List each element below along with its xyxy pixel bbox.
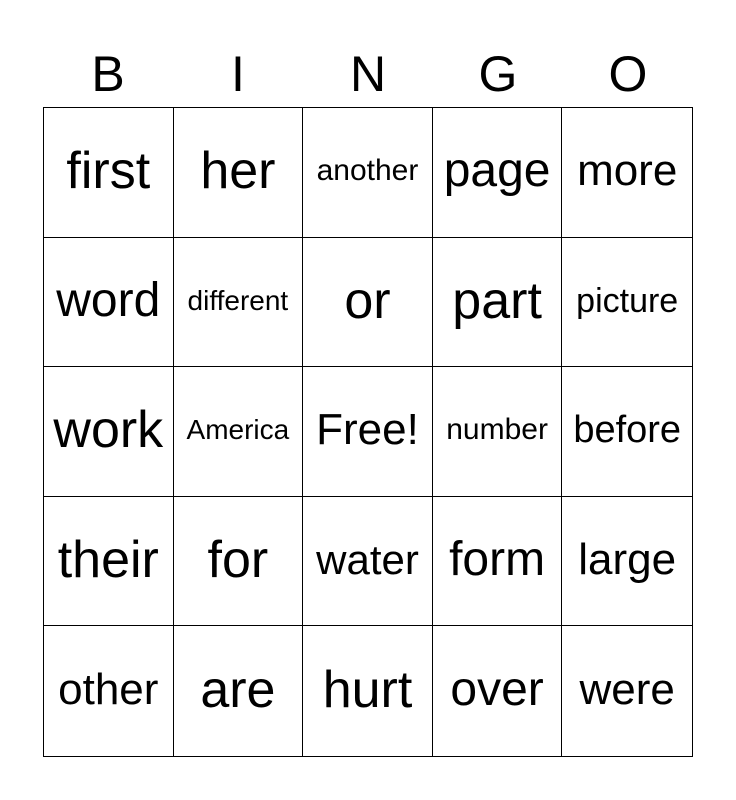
header-letter-o: O — [608, 46, 648, 102]
bingo-cell-r4-c1[interactable]: their — [44, 497, 174, 627]
bingo-board — [43, 107, 693, 757]
bingo-cell-r4-c3[interactable]: water — [303, 497, 433, 627]
bingo-header — [43, 42, 693, 106]
bingo-cell-r2-c2[interactable]: different — [174, 238, 304, 368]
header-letter-n: N — [349, 46, 387, 102]
bingo-cell-r1-c1[interactable]: first — [44, 108, 174, 238]
bingo-cell-r2-c4[interactable]: part — [433, 238, 563, 368]
bingo-cell-r3-c2[interactable]: America — [174, 367, 304, 497]
bingo-cell-r1-c3[interactable]: another — [303, 108, 433, 238]
bingo-cell-r1-c4[interactable]: page — [433, 108, 563, 238]
header-letter-g: G — [478, 46, 518, 102]
bingo-cell-r5-c4[interactable]: over — [433, 626, 563, 756]
header-letter-b: B — [91, 46, 125, 102]
bingo-cell-r3-c1[interactable]: work — [44, 367, 174, 497]
bingo-cell-r5-c3[interactable]: hurt — [303, 626, 433, 756]
bingo-cell-r2-c3[interactable]: or — [303, 238, 433, 368]
bingo-cell-r3-c3[interactable]: Free! — [303, 367, 433, 497]
bingo-cell-r2-c1[interactable]: word — [44, 238, 174, 368]
header-letter-i: I — [231, 46, 245, 102]
bingo-cell-r5-c5[interactable]: were — [579, 665, 675, 715]
bingo-cell-r1-c2[interactable]: her — [174, 108, 304, 238]
bingo-cell-r3-c5[interactable]: before — [562, 367, 692, 497]
bingo-cell-r5-c1[interactable]: other — [44, 626, 174, 756]
bingo-cell-r1-c5[interactable]: more — [562, 108, 692, 238]
bingo-cell-r5-c2[interactable]: are — [174, 626, 304, 756]
bingo-cell-r4-c2[interactable]: for — [174, 497, 304, 627]
bingo-cell-r4-c4[interactable]: form — [433, 497, 563, 627]
bingo-cell-r2-c5[interactable]: picture — [562, 238, 692, 368]
bingo-cell-r4-c5[interactable]: large — [562, 497, 692, 627]
bingo-cell-r3-c4[interactable]: number — [433, 367, 563, 497]
